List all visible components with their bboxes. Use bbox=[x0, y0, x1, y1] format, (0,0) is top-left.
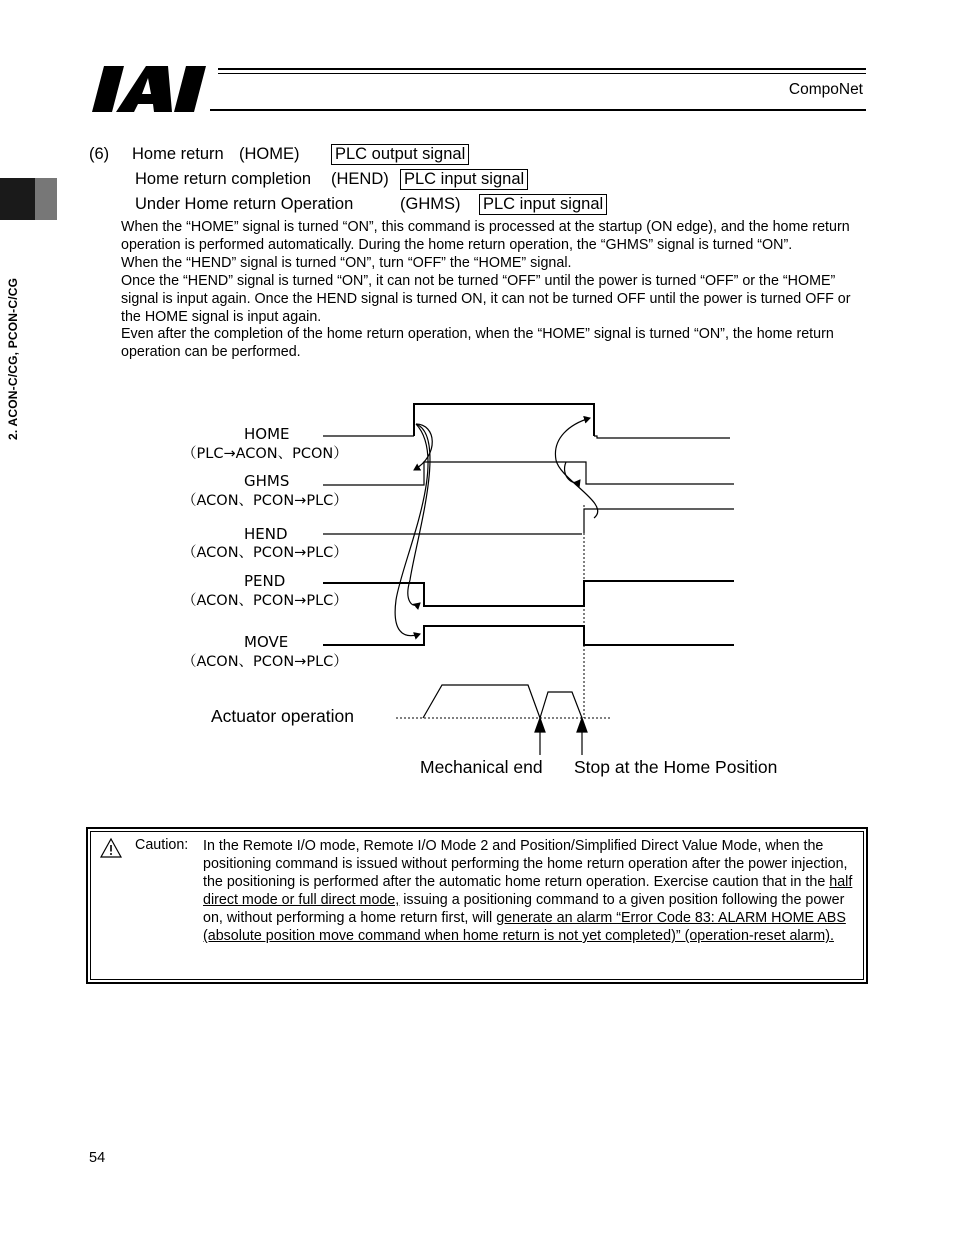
timing-dir-move: （ACON、PCON→PLC） bbox=[182, 654, 348, 670]
caution-text bbox=[203, 837, 858, 945]
hend-waveform-high bbox=[584, 509, 734, 533]
actuator-trace-home-move bbox=[423, 685, 540, 718]
signal-hend-name: Home return completion bbox=[135, 170, 312, 188]
mechanical-end-label: Mechanical end bbox=[420, 757, 543, 777]
signal-home-name: Home return bbox=[132, 145, 224, 163]
actuator-operation-label: Actuator operation bbox=[211, 706, 355, 726]
signal-home-type: PLC output signal bbox=[331, 144, 469, 165]
signal-ghms-type: PLC input signal bbox=[479, 194, 607, 215]
caution-text-underlined: generate an alarm “Error Code 83: ALARM HOME ABS (absolute position move command when home return is not yet completed)” (operation-reset alarm). bbox=[203, 910, 846, 944]
timing-label-hend: HEND bbox=[244, 525, 288, 543]
caution-text-underlined: half direct mode or full direct mode, bbox=[203, 874, 853, 908]
description bbox=[121, 219, 866, 362]
signal-ghms-code: (GHMS) bbox=[400, 195, 461, 213]
timing-dir-home: （PLC→ACON、PCON） bbox=[182, 446, 348, 462]
causal-arrow-hend-home bbox=[555, 418, 597, 518]
signal-number: (6) bbox=[89, 145, 110, 163]
header-rule-top bbox=[218, 68, 866, 70]
chapter-tab-shade bbox=[35, 178, 57, 220]
caution-text-part: issuing a positioning command to a given position following the power on, without performing a home return first, will bbox=[203, 892, 845, 926]
iai-logo bbox=[90, 62, 210, 116]
chapter-tab bbox=[0, 178, 35, 220]
header-rule-bottom bbox=[210, 109, 866, 111]
page-number: 54 bbox=[89, 1150, 106, 1166]
signal-home-code: (HOME) bbox=[239, 145, 300, 163]
header-title: CompoNet bbox=[788, 81, 863, 98]
chapter-label: 2. ACON-C/CG, PCON-C/CG bbox=[6, 277, 20, 440]
caution-text-part: Exercise caution that in the bbox=[653, 874, 830, 890]
signal-hend-code: (HEND) bbox=[331, 170, 389, 188]
ghms-waveform bbox=[323, 462, 734, 485]
mechanical-end-arrow-icon bbox=[535, 718, 545, 732]
timing-dir-hend: （ACON、PCON→PLC） bbox=[182, 545, 348, 561]
timing-diagram bbox=[0, 390, 954, 790]
caution-label: Caution: bbox=[135, 837, 189, 853]
causal-arrow-ghms bbox=[565, 462, 580, 483]
timing-label-move: MOVE bbox=[244, 633, 289, 651]
description-paragraph: When the “HOME” signal is turned “ON”, this command is processed at the startup (ON edge), and the home return operation is performed automatically. During the home return operation, the “GHMS” signal is turned “ON”. bbox=[121, 219, 850, 253]
pend-waveform bbox=[323, 581, 734, 606]
signal-hend-type: PLC input signal bbox=[400, 169, 528, 190]
description-paragraph: Once the “HEND” signal is turned “ON”, it can not be turned “OFF” until the power is turned “OFF” or the “HOME” signal is input again. Once the HEND signal is turned ON, it can not be turned OFF until the power is turned OFF or the HOME signal is input again. bbox=[121, 272, 851, 325]
home-waveform-tail bbox=[594, 436, 730, 438]
home-waveform-high bbox=[414, 404, 594, 436]
actuator-trace-creep bbox=[540, 692, 582, 718]
description-paragraph: When the “HEND” signal is turned “ON”, turn “OFF” the “HOME” signal. bbox=[121, 254, 572, 271]
description-paragraph: Even after the completion of the home return operation, when the “HOME” signal is turned “ON”, the home return operation can be performed. bbox=[121, 326, 834, 361]
warning-icon bbox=[99, 837, 123, 859]
timing-label-ghms: GHMS bbox=[244, 472, 290, 490]
header-rule-top-thin bbox=[218, 73, 866, 74]
timing-dir-pend: （ACON、PCON→PLC） bbox=[182, 593, 348, 609]
move-waveform bbox=[323, 626, 734, 645]
causal-arrow-home-pend bbox=[408, 424, 430, 605]
stop-home-label: Stop at the Home Position bbox=[574, 757, 778, 777]
caution-text-part: In the Remote I/O mode, Remote I/O Mode 2 and Position/Simplified Direct Value Mode, when the positioning command is issued without performing the home return operation after the power injection, the positioning is performed after the automatic home return operation. bbox=[203, 838, 848, 890]
signal-ghms-name: Under Home return Operation bbox=[135, 195, 354, 213]
home-position-arrow-icon bbox=[577, 718, 587, 732]
timing-label-pend: PEND bbox=[244, 572, 286, 590]
timing-dir-ghms: （ACON、PCON→PLC） bbox=[182, 493, 348, 509]
timing-label-home: HOME bbox=[244, 425, 290, 443]
